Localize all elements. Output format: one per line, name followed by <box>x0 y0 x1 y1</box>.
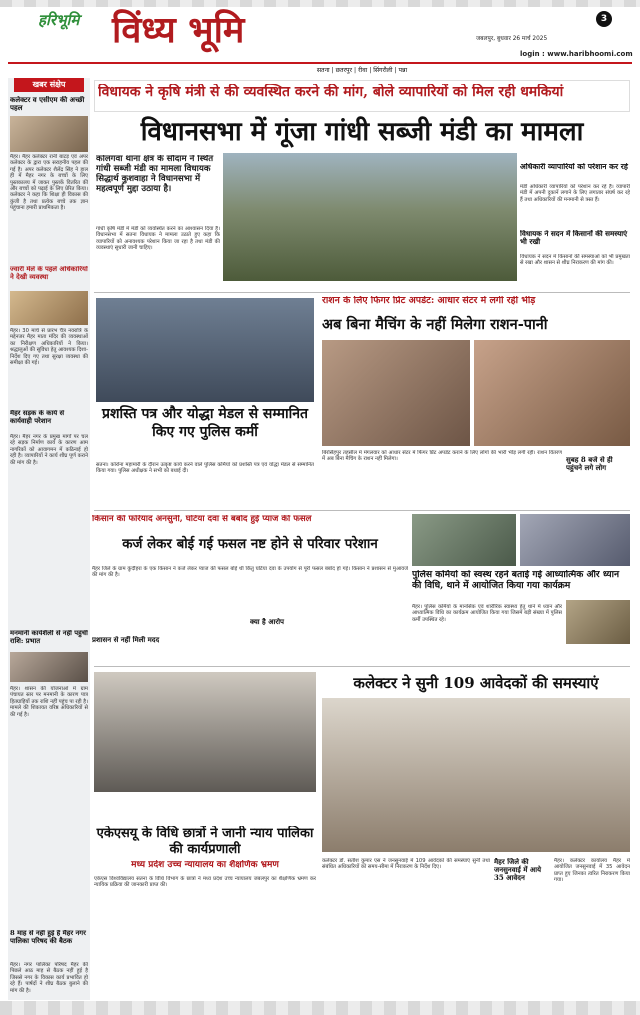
meditation-photo <box>520 514 630 566</box>
law-body: एकेएस विश्वविद्यालय सतना के विधि विभाग के छात्रों ने मध्य प्रदेश उच्च न्यायालय जबलपुर का शैक्षणिक भ्रमण कर न्यायिक प्रक्रिया की जानकारी प्राप्त की। <box>94 876 316 889</box>
police2-headline: पुलिस कर्मियों को स्वस्थ रहने बताई गई आध्यात्मिक और ध्यान की विधि, थाने में आयोजित किया गया कार्यक्रम <box>412 570 620 591</box>
sidebar-item-text: मैहर। 30 मार्च से प्रारंभ चैत्र नवरात्रि के मद्देनजर मैहर माता मंदिर की व्यवस्थाओं का निरीक्षण अधिकारियों ने किया। श्रद्धालुओं की सुविधा हेतु आवश्यक दिशा-निर्देश दिए गए तथा सुरक्षा व्यवस्था की समीक्षा की गई। <box>10 328 88 367</box>
collector-photo <box>322 698 630 852</box>
farmer-headline: कर्ज लेकर बोई गई फसल नष्ट होने से परिवार परेशान <box>122 536 378 552</box>
police2-body: मैहर। पुलिस कर्मियों के मानसिक एवं शारीरिक स्वास्थ्य हेतु थाने में ध्यान और आध्यात्मिक विधि का कार्यक्रम आयोजित किया गया जिसमें बड़ी संख्या में पुलिस कर्मी उपस्थित रहे। <box>412 604 562 623</box>
farmer-sub-title: क्या है आरोप <box>250 618 285 626</box>
ration-sub-title: सुबह 8 बजे से ही पहुंचने लगे लोग <box>566 456 613 473</box>
bottom-color-strip <box>0 1001 640 1015</box>
lead-deck: कोलगवा थाना क्षेत्र के सौदाम ने स्थित गांधी सब्जी मंडी का मामला विधायक सिद्धार्थ कुशवाहा ने विधानसभा में महत्वपूर्ण मुद्दा उठाया है। <box>96 155 214 194</box>
lead-side-text: विधायक ने सदन में किसानों की समस्याओं को भी प्रमुखता से रखा और शासन से शीघ्र निराकरण की मांग की। <box>520 254 630 267</box>
ration-headline: अब बिना मैचिंग के नहीं मिलेगा राशन-पानी <box>322 316 548 333</box>
sidebar-item-title: ज्वारी मेले के पहले अधिकारियों ने देखी व्यवस्था <box>10 266 88 281</box>
website: login : www.haribhoomi.com <box>520 50 633 58</box>
students-photo <box>94 672 316 792</box>
sidebar-label: खबर संक्षेप <box>14 78 84 92</box>
lead-side-title: विधायक ने सदन में किसानों की समस्याएं भी रखी <box>520 230 628 247</box>
farmer-kicker: किसान की फरियाद अनसुनी, घटिया दवा से बर्बाद हुई प्याज की फसल <box>92 515 312 524</box>
meditation-photo <box>412 514 516 566</box>
top-color-strip <box>0 0 640 7</box>
farmer-body: मैहर जिले के ग्राम कुंदौहरा के एक किसान ने कर्ज लेकर प्याज की फसल बोई थी किंतु घटिया दवा के उपयोग से पूरी फसल बर्बाद हो गई। किसान ने प्रशासन से मुआवजे की मांग की है। <box>92 566 408 579</box>
sidebar-item-text: मैहर। शासन की योजनाओं में ग्राम पंचायत स्तर पर मनमानी के कारण पात्र हितग्राहियों तक राशि नहीं पहुंच पा रही है। मामले की शिकायत वरिष्ठ अधिकारियों से की गई है। <box>10 686 88 718</box>
ration-photo <box>474 340 630 446</box>
meditation-photo <box>566 600 630 644</box>
collector-side-title: मैहर जिले की जनसुनवाई में आये 35 आवेदन <box>494 858 542 883</box>
market-photo <box>223 153 517 281</box>
page-number: 3 <box>596 11 612 27</box>
header-rule <box>8 62 632 64</box>
date: जबलपुर, बुधवार 26 मार्च 2025 <box>476 36 548 42</box>
sidebar-photo <box>10 291 88 325</box>
collector-headline: कलेक्टर ने सुनी 109 आवेदकों की समस्याएं <box>353 674 599 692</box>
sidebar-photo <box>10 116 88 152</box>
police-photo <box>96 298 314 402</box>
farmer-sub-title: प्रशासन से नहीं मिली मदद <box>92 636 160 644</box>
city-list: सतना | छतरपुर | रीवा | सिंगरौली | पन्ना <box>282 65 442 74</box>
lead-side-title: अधिकारी व्यापारियों को परेशान कर रहे <box>520 163 628 171</box>
law-headline: एकेएसयू के विधि छात्रों ने जानी न्याय पालिका की कार्यप्रणाली <box>96 826 314 857</box>
sidebar-item-title: 8 माह से नहीं हुई है मैहर नगर पालिका परिषद की बैठक <box>10 930 86 945</box>
lead-kicker: विधायक ने कृषि मंत्री से की व्यवस्थित करने की मांग, बोले व्यापारियों को मिल रही धमकियां <box>98 84 564 100</box>
sidebar-photo <box>10 652 88 682</box>
police-headline: प्रशस्ति पत्र और योद्धा मेडल से सम्मानित किए गए पुलिस कर्मी <box>102 406 308 440</box>
police-body: सतना। कोरोना महामारी के दौरान उत्कृष्ट कार्य करने वाले पुलिस कर्मियों को प्रशस्ति पत्र एवं योद्धा मेडल से सम्मानित किया गया। पुलिस अधीक्षक ने सभी को बधाई दी। <box>96 462 314 475</box>
divider <box>94 292 630 293</box>
sidebar-item-title: मनमानी कार्यशैली से नहीं पहुंची राशि: प्रभात <box>10 630 88 645</box>
page-title: विंध्य भूमि <box>112 9 245 51</box>
ration-body: बिरसिंहपुर तहसील में मंगलवार को आधार सेंटर में फिंगर प्रिंट अपडेट कराने के लिए लोगों की भारी भीड़ लगी रही। राशन वितरण में अब बिना मैचिंग के राशन नहीं मिलेगा। <box>322 450 562 463</box>
lead-side-text: मंडी अधिकारी व्यापारियों को परेशान कर रहे हैं। व्यापारी मंडी में अपनी दुकानें लगाने के लिए लगातार संघर्ष कर रहे हैं तथा अधिकारियों की मनमानी से त्रस्त हैं। <box>520 184 630 203</box>
ration-photo <box>322 340 470 446</box>
lead-headline: विधानसभा में गूंजा गांधी सब्जी मंडी का मामला <box>140 117 584 147</box>
ration-kicker: राशन के लिए फिंगर प्रिंट अपडेट: आधार सेंटर में लगी रही भीड़ <box>322 296 536 306</box>
sidebar-item-text: मैहर। मैहर कलेक्टर रानी बाटड़ एवं अपर कलेक्टर के द्वारा एक सराहनीय पहल की गई है। अपर कलेक्टर शैलेंद्र सिंह ने हाल ही में मैहर नगर के बच्चों के लिए पुस्तकालय में जाकर पुस्तकें वितरित कीं और बच्चों को पढ़ाई के लिए प्रेरित किया। कलेक्टर ने कहा कि शिक्षा ही विकास की कुंजी है तथा प्रत्येक बच्चे तक ज्ञान पहुंचाना हमारी प्राथमिकता है। <box>10 154 88 212</box>
divider <box>94 666 630 667</box>
sidebar-item-title: मैहर सड़क के कार्य से कार्यवाही परेशान <box>10 410 65 425</box>
collector-side-text: मैहर। कलेक्टर कार्यालय मैहर में आयोजित जनसुनवाई में 35 आवेदन प्राप्त हुए जिनका त्वरित निराकरण किया गया। <box>554 858 630 884</box>
sidebar-item-text: मैहर। मैहर नगर के प्रमुख मार्गों पर चल रहे सड़क निर्माण कार्य के कारण आम नागरिकों को आवागमन में कठिनाई हो रही है। व्यापारियों ने कार्य शीघ्र पूर्ण कराने की मांग की है। <box>10 434 88 466</box>
lead-body: गांधी कृषि मंडी में मंडी को व्यवस्थित करने का आश्वासन दिया है। विधानसभा में सतना विधायक ने मामला उठाते हुए कहा कि व्यापारियों को अनावश्यक परेशान किया जा रहा है तथा मंडी की व्यवस्थाएं सुधारी जानी चाहिए। <box>96 226 220 252</box>
divider <box>94 510 630 511</box>
collector-body: कलेक्टर डॉ. सतीश कुमार एस ने जनसुनवाई में 109 आवेदकों की समस्याएं सुनीं तथा संबंधित अधिकारियों को समय-सीमा में निराकरण के निर्देश दिए। <box>322 858 490 871</box>
sidebar-item-title: कलेक्टर व एसीएम की अच्छी पहल <box>10 96 85 113</box>
sidebar-item-text: मैहर। नगर पालिका परिषद मैहर की पिछले आठ माह से बैठक नहीं हुई है जिससे नगर के विकास कार्य प्रभावित हो रहे हैं। पार्षदों ने शीघ्र बैठक बुलाने की मांग की है। <box>10 962 88 994</box>
law-deck: मध्य प्रदेश उच्च न्यायालय का शैक्षणिक भ्रमण <box>131 860 279 870</box>
logo: हरिभूमि <box>38 11 80 29</box>
